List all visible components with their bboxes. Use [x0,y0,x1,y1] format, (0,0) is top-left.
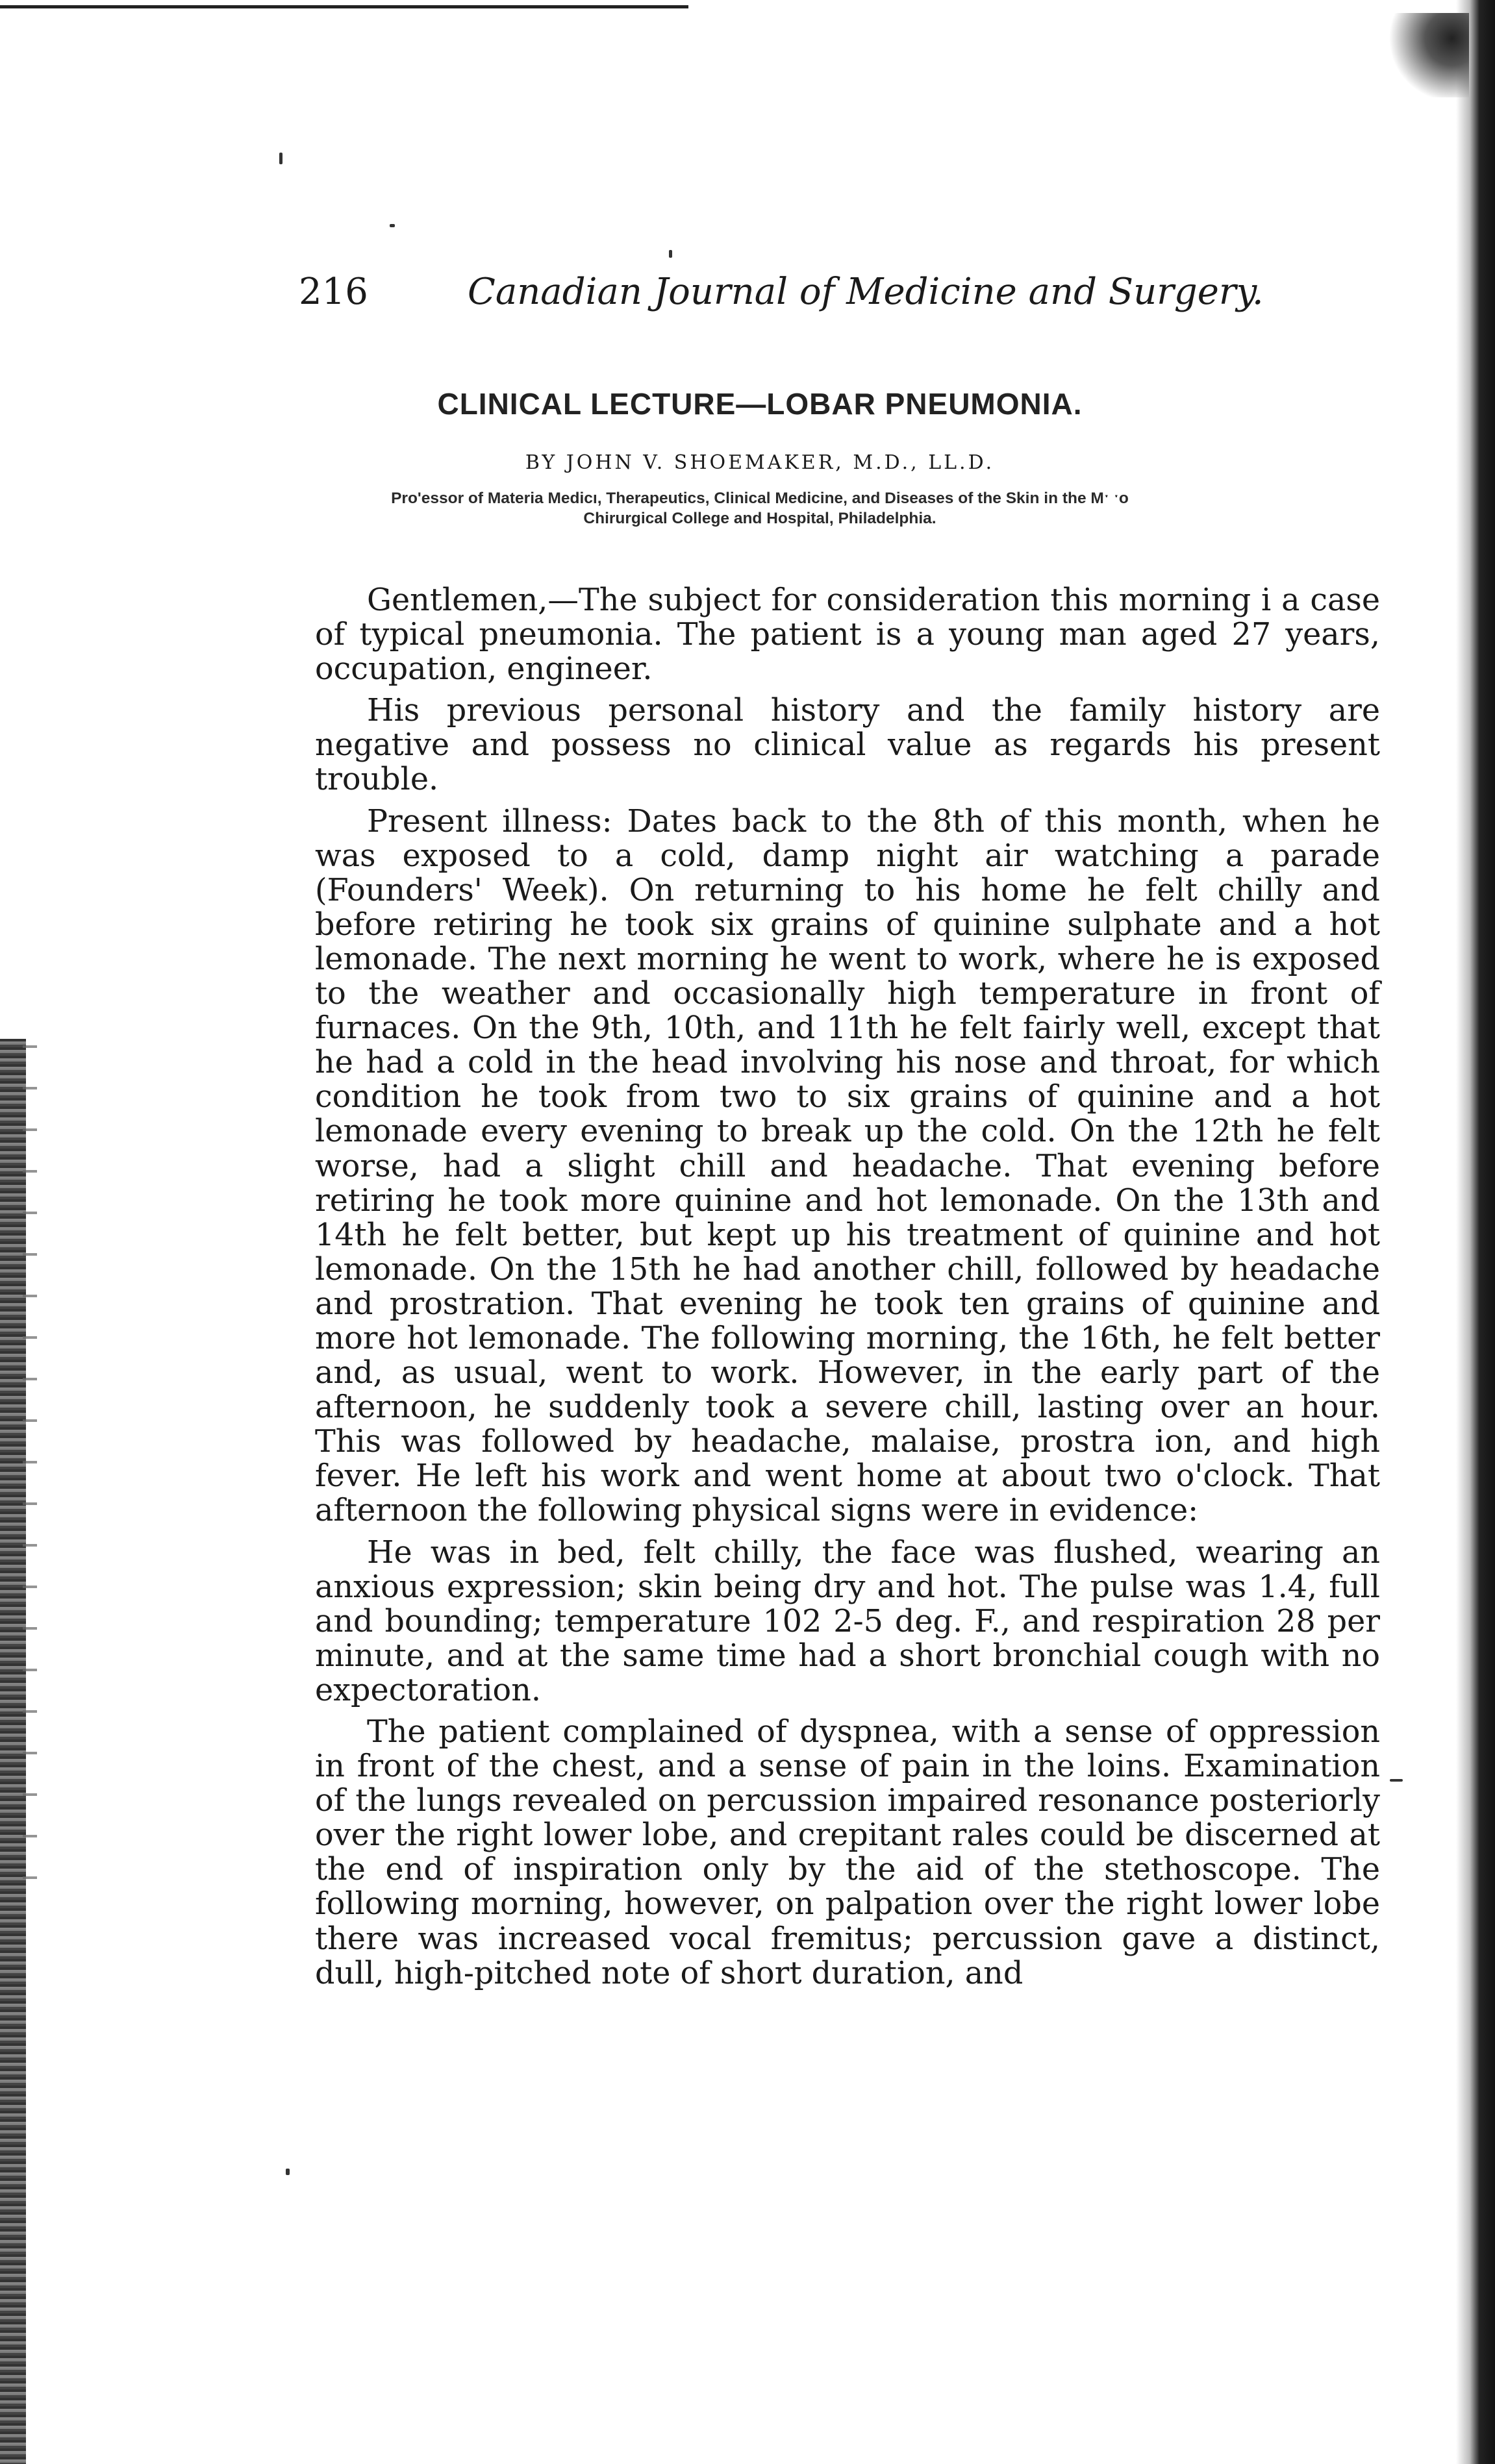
print-speck [669,250,672,258]
page-number: 216 [299,271,368,313]
running-header [299,263,1264,321]
page-corner-shadow [1385,13,1469,97]
paragraph: His previous personal history and the family history are negative and possess no clinical value as regards his present trouble. [315,693,1380,798]
print-speck [390,224,395,227]
article-body [315,583,1380,1991]
print-speck [1390,1779,1403,1782]
journal-title: Canadian Journal of Medicine and Surgery. [468,271,1264,313]
print-speck [279,153,283,164]
paragraph: The patient complained of dyspnea, with a sense of oppression in front of the chest, and a sense of pain in the loins. Examination of the lungs revealed on percussion impaired resonance posteriorly over the right lower lobe, and crepitant rales could be discerned at the end of inspiration only by the aid of the stethoscope. The following morning, however, on palpation over the right lower lobe there was increased vocal fremitus; percussion gave a distinct, dull, high-pitched note of short duration, and [315,1714,1380,1991]
article-title: CLINICAL LECTURE—LOBAR PNEUMONIA. [437,387,1083,421]
top-border-rule [0,5,688,8]
author-affiliation [305,488,1214,529]
affiliation-line: Pro'essor of Materia Medicı, Therapeutics, Clinical Medicine, and Diseases of the Skin in the Mˑ ˑo [391,490,1129,507]
page-left-binding-edge [0,1039,26,2464]
print-speck [286,2169,290,2175]
paragraph: Gentlemen,—The subject for consideration this morning i a case of typical pneumonia. The patient is a young man aged 27 years, occupation, engineer. [315,582,1380,688]
paragraph: Present illness: Dates back to the 8th of this month, when he was exposed to a cold, damp night air watching a parade (Founders' Week). On returning to his home he felt chilly and before retiring he took six grains of quinine sulphate and a hot lemonade. The next morning he went to work, where he is exposed to the weather and occasionally high temperature in front of furnaces. On the 9th, 10th, and 11th he felt fairly well, except that he had a cold in the head involving his nose and throat, for which condition he took from two to six grains of quinine and a hot lemonade every evening to break up the cold. On the 12th he felt worse, had a slight chill and headache. That evening before retiring he took more quinine and hot lemonade. On the 13th and 14th he felt better, but kept up his treatment of quinine and hot lemonade. On the 15th he had another chill, followed by headache and prostration. That evening he took ten grains of quinine and more hot lemonade. The following morning, the 16th, he felt better and, as usual, went to work. However, in the early part of the afternoon, he suddenly took a severe chill, lasting over an hour. This was followed by headache, malaise, prostra ion, and high fever. He left his work and went home at about two o'clock. That afternoon the following physical signs were in evidence: [315,803,1380,1529]
page-right-edge-shadow [1456,0,1495,2464]
left-margin-specks [23,1006,37,1915]
author-byline: BY JOHN V. SHOEMAKER, M.D., LL.D. [525,451,995,474]
affiliation-line: Chirurgical College and Hospital, Philadelphia. [583,510,936,527]
paragraph: He was in bed, felt chilly, the face was flushed, wearing an anxious expression; skin being dry and hot. The pulse was 1.4, full and bounding; temperature 102 2-5 deg. F., and respiration 28 per minute, and at the same time had a short bronchial cough with no expectoration. [315,1534,1380,1708]
